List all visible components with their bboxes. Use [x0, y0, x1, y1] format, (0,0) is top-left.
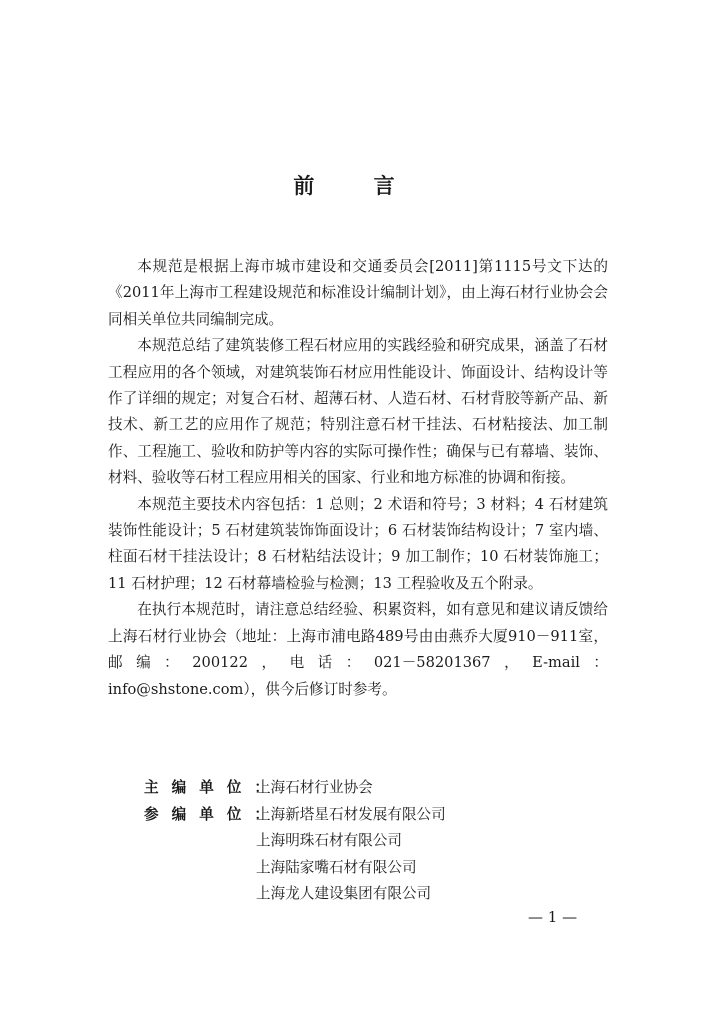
- page-number: — 1 —: [528, 908, 578, 926]
- preface-body: [108, 254, 608, 703]
- chief-unit-name: 上海石材行业协会: [256, 779, 373, 796]
- unit-row-participating-1: [108, 802, 608, 829]
- unit-label-blank: [108, 881, 256, 908]
- unit-row-chief: [108, 775, 608, 802]
- participating-unit-name: 上海新塔星石材发展有限公司: [256, 805, 446, 823]
- paragraph-basis: 本规范是根据上海市城市建设和交通委员会[2011]第1115号文下达的《2011年上海市工程建设规范和标准设计编制计划》，由上海石材行业协会会同相关单位共同编制完成。: [108, 258, 608, 328]
- participating-unit-label: 参编单位：: [144, 805, 282, 823]
- paragraph-summary: 本规范总结了建筑装修工程石材应用的实践经验和研究成果，涵盖了石材工程应用的各个领域，对建筑装饰石材应用性能设计、饰面设计、结构设计等作了详细的规定；对复合石材、超薄石材、人造石材、石材背胶等新产品、新技术、新工艺的应用作了规范；特别注意石材干挂法、石材粘接法、加工制作、工程施工、验收和防护等内容的实际可操作性；确保与已有幕墙、装饰、材料、验收等石材工程应用相关的国家、行业和地方标准的协调和衔接。: [108, 337, 608, 487]
- unit-row-participating-2: [108, 828, 608, 855]
- page-title: 前 言: [293, 174, 421, 198]
- participating-unit-name: 上海龙人建设集团有限公司: [256, 885, 432, 902]
- paragraph-feedback: 在执行本规范时，请注意总结经验、积累资料，如有意见和建议请反馈给上海石材行业协会（地址：上海市浦电路489号由由燕乔大厦910－911室，邮编：200122，电话：021－58201367，E-mail：info@shstone.com），供今后修订时参考。: [108, 601, 608, 698]
- chief-unit-label: 主编单位：: [144, 779, 282, 796]
- participating-unit-name: 上海明珠石材有限公司: [256, 832, 402, 849]
- unit-row-participating-3: [108, 855, 608, 882]
- participating-unit-name: 上海陆家嘴石材有限公司: [256, 858, 417, 876]
- editing-units: [108, 775, 608, 908]
- paragraph-contents: 本规范主要技术内容包括：1 总则；2 术语和符号；3 材料；4 石材建筑装饰性能设计；5 石材建筑装饰饰面设计；6 石材装饰结构设计；7 室内墙、柱面石材干挂法设计；8 石材粘结法设计；9 加工制作；10 石材装饰施工；11 石材护理；12 石材幕墙检验与检测；13 工程验收及五个附录。: [108, 495, 608, 592]
- unit-row-participating-4: [108, 881, 608, 908]
- unit-label-blank: [108, 828, 256, 855]
- unit-label-blank: [108, 855, 256, 882]
